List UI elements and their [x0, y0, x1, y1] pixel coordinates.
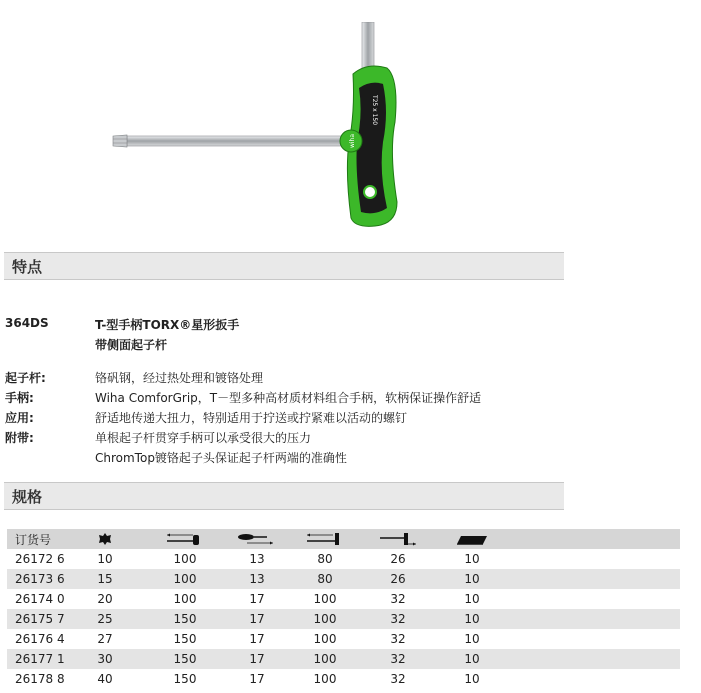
- pack-quantity: 10: [464, 552, 480, 566]
- blade-length: 17: [249, 592, 265, 606]
- svg-text:wiha: wiha: [349, 133, 356, 149]
- order-number: 26176 4: [15, 632, 65, 646]
- feature-text: Wiha ComforGrip，T－型多种高材质材料组合手柄，软柄保证操作舒适: [95, 391, 482, 405]
- side-shaft-length: 100: [313, 672, 337, 686]
- shaft-length: 150: [173, 632, 197, 646]
- table-header-row: [7, 529, 680, 549]
- row-spacer: [509, 589, 680, 609]
- feature-text: 单根起子杆贯穿手柄可以承受很大的压力: [95, 431, 312, 445]
- row-spacer: [509, 569, 680, 589]
- pack-quantity: 10: [464, 672, 480, 686]
- shaft-length: 100: [173, 592, 197, 606]
- order-number: 26175 7: [15, 612, 65, 626]
- feature-label: 手柄:: [5, 391, 34, 405]
- blade-length-icon: [225, 529, 289, 549]
- order-number-header: 订货号: [15, 532, 52, 547]
- torx-size: 27: [97, 632, 113, 646]
- side-blade-length: 32: [390, 632, 406, 646]
- side-blade-length: 32: [390, 652, 406, 666]
- row-spacer: [509, 629, 680, 649]
- side-shaft-length-icon: [289, 529, 361, 549]
- shaft-length: 150: [173, 612, 197, 626]
- feature-label: 起子杆:: [5, 371, 46, 385]
- side-shaft-length: 80: [317, 572, 333, 586]
- feature-label: 附带:: [5, 431, 34, 445]
- table-row: [7, 609, 680, 629]
- side-shaft-length: 100: [313, 632, 337, 646]
- specs-heading: 规格: [12, 488, 43, 506]
- pack-quantity-icon: [435, 529, 509, 549]
- header-spacer: [509, 529, 680, 549]
- pack-quantity: 10: [464, 652, 480, 666]
- side-blade-length: 32: [390, 592, 406, 606]
- features-heading: 特点: [12, 258, 43, 276]
- torx-size-icon: [65, 529, 145, 549]
- torx-size: 20: [97, 592, 113, 606]
- side-blade-length: 32: [390, 612, 406, 626]
- shaft-length: 150: [173, 652, 197, 666]
- torx-size: 40: [97, 672, 113, 686]
- pack-quantity: 10: [464, 572, 480, 586]
- side-shaft: [127, 136, 349, 146]
- product-image: [105, 22, 405, 234]
- feature-label: 应用:: [5, 411, 34, 425]
- blade-length: 17: [249, 612, 265, 626]
- pack-quantity: 10: [464, 632, 480, 646]
- side-shaft-length: 80: [317, 552, 333, 566]
- side-blade-length: 26: [390, 572, 406, 586]
- side-shaft-length: 100: [313, 592, 337, 606]
- table-row: [7, 649, 680, 669]
- torx-size: 10: [97, 552, 113, 566]
- blade-length: 17: [249, 632, 265, 646]
- order-number: 26173 6: [15, 572, 65, 586]
- hang-hole: [364, 186, 376, 198]
- shaft-length: 150: [173, 672, 197, 686]
- product-subtitle: 带侧面起子杆: [95, 338, 168, 352]
- specs-section-header: [4, 482, 564, 510]
- table-row: [7, 549, 680, 569]
- features-section-header: [4, 252, 564, 280]
- table-row: [7, 669, 680, 689]
- order-number: 26172 6: [15, 552, 65, 566]
- row-spacer: [509, 609, 680, 629]
- handle-marking: T25 x 150: [371, 94, 378, 126]
- shaft-length-icon: [145, 529, 225, 549]
- product-title: T-型手柄TORX®星形扳手: [95, 318, 240, 332]
- blade-length: 17: [249, 672, 265, 686]
- specs-table: [7, 529, 680, 689]
- order-number: 26174 0: [15, 592, 65, 606]
- blade-length: 17: [249, 652, 265, 666]
- table-row: [7, 589, 680, 609]
- shaft-length: 100: [173, 552, 197, 566]
- order-number: 26177 1: [15, 652, 65, 666]
- pack-quantity: 10: [464, 592, 480, 606]
- order-number: 26178 8: [15, 672, 65, 686]
- row-spacer: [509, 669, 680, 689]
- blade-length: 13: [249, 572, 265, 586]
- shaft-length: 100: [173, 572, 197, 586]
- row-spacer: [509, 649, 680, 669]
- row-spacer: [509, 549, 680, 569]
- side-shaft-length: 100: [313, 652, 337, 666]
- pack-quantity: 10: [464, 612, 480, 626]
- feature-text: ChromTop镀铬起子头保证起子杆两端的准确性: [95, 451, 347, 465]
- feature-text: 舒适地传递大扭力，特别适用于拧送或拧紧难以活动的螺钉: [95, 411, 408, 425]
- table-row: [7, 629, 680, 649]
- blade-length: 13: [249, 552, 265, 566]
- feature-text: 铬矾钢，经过热处理和镀铬处理: [95, 371, 264, 385]
- torx-size: 30: [97, 652, 113, 666]
- side-shaft-length: 100: [313, 612, 337, 626]
- table-row: [7, 569, 680, 589]
- side-blade-length: 26: [390, 552, 406, 566]
- torx-size: 25: [97, 612, 113, 626]
- torx-tip: [113, 135, 127, 147]
- top-shaft: [362, 22, 374, 70]
- model-code: 364DS: [5, 316, 49, 330]
- side-blade-length-icon: [361, 529, 435, 549]
- side-blade-length: 32: [390, 672, 406, 686]
- torx-size: 15: [97, 572, 113, 586]
